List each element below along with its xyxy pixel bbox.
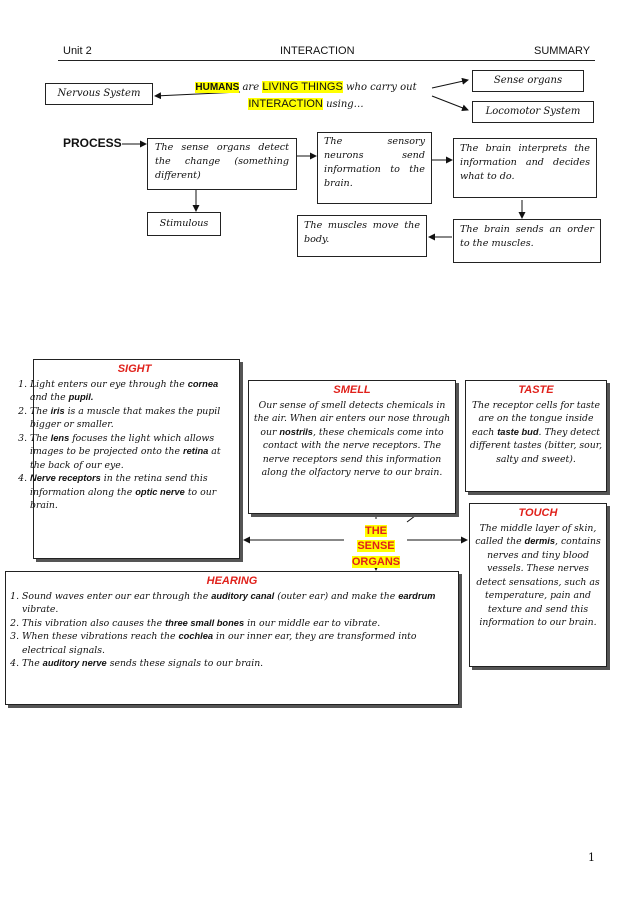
header-topic: INTERACTION bbox=[280, 45, 355, 57]
locomotor-system-box bbox=[472, 101, 594, 123]
center-line-1: THE SENSE bbox=[357, 525, 395, 553]
muscles-text: The muscles move the body. bbox=[304, 220, 420, 245]
stimulus-box bbox=[147, 212, 221, 236]
humans-label: HUMANS bbox=[195, 82, 240, 93]
are-text: are bbox=[242, 82, 260, 93]
hearing-item-3: 3. When these vibrations reach the cochlea in our inner ear, they are transformed into electrical signals. bbox=[22, 630, 454, 657]
carry-out-text: who carry out bbox=[345, 82, 417, 93]
hearing-title: HEARING bbox=[206, 575, 258, 587]
nervous-system-box bbox=[45, 83, 153, 105]
page-number: 1 bbox=[588, 851, 595, 864]
hearing-item-4: 4. The auditory nerve sends these signals to our brain. bbox=[22, 657, 454, 670]
sight-item-2: 2. The iris is a muscle that makes the pupil bigger or smaller. bbox=[30, 405, 235, 432]
sends-text: The brain sends an order to the muscles. bbox=[460, 224, 594, 249]
touch-text: The middle layer of skin, called the dermis, contains nerves and tiny blood vessels. These nerves detect sensations, such as temperature, pain and texture and send this information to our brain. bbox=[475, 522, 601, 629]
sends-box bbox=[453, 219, 601, 263]
header-section: SUMMARY bbox=[534, 45, 591, 57]
muscles-box bbox=[297, 215, 427, 257]
nervous-system-label: Nervous System bbox=[57, 88, 141, 99]
stimulus-label: Stimulous bbox=[159, 218, 209, 229]
neurons-text: The sensory neurons send information to the brain. bbox=[324, 136, 425, 189]
interprets-text: The brain interprets the information and decides what to do. bbox=[460, 143, 590, 182]
center-line-2: ORGANS bbox=[351, 555, 401, 568]
smell-title: SMELL bbox=[333, 384, 371, 396]
sense-organs-box bbox=[472, 70, 584, 92]
detect-box bbox=[147, 138, 297, 190]
sense-organs-label: Sense organs bbox=[493, 75, 563, 86]
living-things-label: LIVING THINGS bbox=[262, 81, 343, 93]
neurons-box bbox=[317, 132, 432, 204]
hearing-item-1: 1. Sound waves enter our ear through the auditory canal (outer ear) and make the eardrum vibrate. bbox=[22, 590, 454, 617]
locomotor-system-label: Locomotor System bbox=[485, 106, 581, 117]
intro-sentence bbox=[178, 79, 434, 112]
touch-box bbox=[469, 503, 607, 667]
smell-text: Our sense of smell detects chemicals in the air. When air enters our nose through our nostrils, these chemicals come into contact with the nerve receptors. The nerve receptors send this information along the olfactory nerve to our brain. bbox=[253, 399, 451, 479]
hearing-item-2: 2. This vibration also causes the three small bones in our middle ear to vibrate. bbox=[22, 617, 454, 630]
using-text: using… bbox=[326, 98, 364, 110]
sight-item-4: 4. Nerve receptors in the retina send this information along the optic nerve to our brain. bbox=[30, 472, 235, 512]
taste-box bbox=[465, 380, 607, 492]
taste-title: TASTE bbox=[518, 384, 554, 396]
hearing-box bbox=[5, 571, 459, 705]
header-unit: Unit 2 bbox=[63, 45, 92, 57]
interprets-box bbox=[453, 138, 597, 198]
detect-text: The sense organs detect the change (something different) bbox=[155, 142, 289, 181]
smell-box bbox=[248, 380, 456, 514]
sight-box bbox=[30, 359, 240, 559]
taste-text: The receptor cells for taste are on the tongue inside each taste bud. They detect different tastes (bitter, sour, salty and sweet). bbox=[469, 399, 603, 465]
touch-title: TOUCH bbox=[518, 507, 558, 519]
sight-item-3: 3. The lens focuses the light which allows images to be projected onto the retina at the back of our eye. bbox=[30, 432, 235, 472]
sense-organs-center bbox=[345, 524, 407, 570]
process-label: PROCESS bbox=[63, 136, 122, 150]
sight-title: SIGHT bbox=[117, 363, 152, 375]
sight-item-1: 1. Light enters our eye through the cornea and the pupil. bbox=[30, 378, 235, 405]
interaction-label: INTERACTION bbox=[248, 97, 323, 110]
